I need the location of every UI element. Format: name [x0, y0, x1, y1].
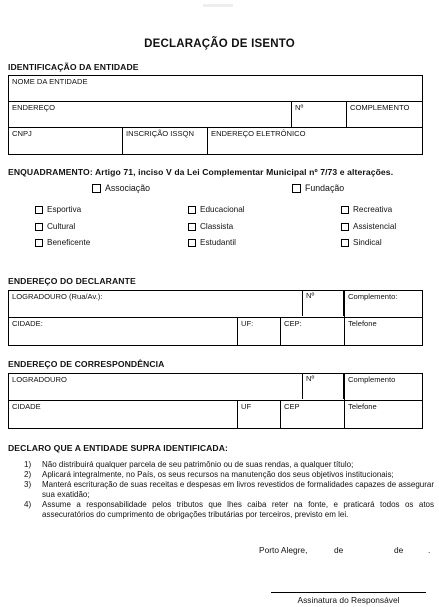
endereco-label: ENDEREÇO — [12, 103, 56, 112]
correspondencia-uf-field[interactable] — [238, 401, 281, 429]
section-heading-correspondencia: ENDEREÇO DE CORRESPONDÊNCIA — [8, 359, 165, 369]
complemento-field[interactable] — [347, 102, 423, 128]
declaro-list — [24, 460, 434, 520]
numero-label: Nº — [295, 103, 304, 112]
item-number: 2) — [24, 470, 32, 479]
declarante-uf-field[interactable] — [238, 318, 281, 346]
checkbox-estudantil[interactable] — [188, 238, 236, 247]
item-text: Assume a responsabilidade pelos tributos que lhes caiba reter na fonte, e praticará todos os atos assecuratórios do cumprimento de obrigações tributárias por terceiros, previsto em lei. — [42, 500, 434, 519]
item-text: Manterá escrituração de suas receitas e despesas em livros revestidos de formalidades capazes de assegurar sua exatidão; — [42, 480, 434, 499]
cep-label: CEP — [284, 402, 300, 411]
checkbox-box[interactable] — [35, 239, 43, 247]
item-number: 3) — [24, 480, 32, 489]
signature-label: Assinatura do Responsável — [297, 595, 400, 605]
checkbox-label: Esportiva — [47, 205, 82, 214]
declarante-complemento-field[interactable] — [345, 291, 423, 318]
section-heading-identificacao: IDENTIFICAÇÃO DA ENTIDADE — [8, 62, 139, 72]
cnpj-field[interactable] — [9, 128, 123, 155]
email-label: ENDEREÇO ELETRÔNICO — [211, 129, 306, 138]
checkbox-assistencial[interactable] — [341, 222, 396, 231]
section-heading-declaro: DECLARO QUE A ENTIDADE SUPRA IDENTIFICADA: — [8, 443, 228, 453]
numero-field[interactable] — [292, 102, 347, 128]
item-number: 4) — [24, 500, 32, 509]
checkbox-associacao[interactable] — [92, 183, 150, 193]
nome-entidade-field[interactable] — [9, 76, 423, 102]
inscricao-label: INSCRIÇÃO ISSQN — [126, 129, 194, 138]
checkbox-fundacao[interactable] — [292, 183, 344, 193]
enquadramento-text: ENQUADRAMENTO: Artigo 71, inciso V da Lei Complementar Municipal nº 7/73 e alterações. — [8, 167, 394, 177]
date-de-2: de — [394, 545, 404, 555]
section-heading-declarante: ENDEREÇO DO DECLARANTE — [8, 276, 136, 286]
checkbox-box[interactable] — [292, 184, 301, 193]
cidade-label: CIDADE: — [12, 319, 43, 328]
checkbox-box[interactable] — [188, 223, 196, 231]
item-text: Aplicará integralmente, no País, os seus recursos na manutenção dos seus objetivos institucionais; — [42, 470, 394, 479]
complemento-label: COMPLEMENTO — [350, 103, 410, 112]
checkbox-label: Educacional — [200, 205, 245, 214]
signature-line[interactable] — [271, 592, 426, 593]
identificacao-table — [8, 75, 423, 155]
checkbox-sindical[interactable] — [341, 238, 382, 247]
complemento-label: Complemento: — [348, 292, 398, 301]
complemento-label: Complemento — [348, 375, 396, 384]
checkbox-label: Estudantil — [200, 238, 236, 247]
checkbox-label: Cultural — [47, 222, 76, 231]
inscricao-field[interactable] — [123, 128, 208, 155]
correspondencia-cidade-field[interactable] — [9, 401, 238, 429]
header-stamp — [203, 4, 233, 7]
checkbox-classista[interactable] — [188, 222, 233, 231]
checkbox-esportiva[interactable] — [35, 205, 81, 214]
logradouro-label: LOGRADOURO — [12, 375, 67, 384]
uf-label: UF: — [241, 319, 254, 328]
correspondencia-logradouro-field[interactable] — [9, 374, 345, 401]
cep-label: CEP: — [284, 319, 302, 328]
date-period: . — [428, 545, 431, 555]
checkbox-label: Assistencial — [353, 222, 397, 231]
correspondencia-numero-field[interactable] — [302, 373, 344, 399]
list-item — [24, 460, 434, 470]
list-item — [24, 500, 434, 520]
correspondencia-telefone-field[interactable] — [345, 401, 423, 429]
correspondencia-table — [8, 373, 423, 429]
declarante-telefone-field[interactable] — [345, 318, 423, 346]
cidade-label: CIDADE — [12, 402, 41, 411]
email-field[interactable] — [208, 128, 423, 155]
checkbox-box[interactable] — [35, 223, 43, 231]
checkbox-educacional[interactable] — [188, 205, 245, 214]
numero-label: Nº — [306, 374, 315, 383]
endereco-field[interactable] — [9, 102, 292, 128]
numero-label: Nº — [306, 291, 315, 300]
declarante-logradouro-field[interactable] — [9, 291, 345, 318]
checkbox-box[interactable] — [188, 206, 196, 214]
list-item — [24, 480, 434, 500]
checkbox-recreativa[interactable] — [341, 205, 392, 214]
checkbox-label: Classista — [200, 222, 234, 231]
cnpj-label: CNPJ — [12, 129, 32, 138]
correspondencia-complemento-field[interactable] — [345, 374, 423, 401]
document-title: DECLARAÇÃO DE ISENTO — [144, 38, 295, 50]
telefone-label: Telefone — [348, 319, 377, 328]
uf-label: UF — [241, 402, 252, 411]
item-number: 1) — [24, 460, 32, 469]
nome-entidade-label: NOME DA ENTIDADE — [12, 77, 88, 86]
logradouro-label: LOGRADOURO (Rua/Av.): — [12, 292, 103, 301]
checkbox-box[interactable] — [341, 206, 349, 214]
telefone-label: Telefone — [348, 402, 377, 411]
checkbox-label: Sindical — [353, 238, 382, 247]
declarante-cep-field[interactable] — [281, 318, 345, 346]
declarante-table — [8, 290, 423, 346]
checkbox-label: Recreativa — [353, 205, 393, 214]
date-de-1: de — [334, 545, 344, 555]
checkbox-label: Beneficente — [47, 238, 91, 247]
checkbox-box[interactable] — [92, 184, 101, 193]
checkbox-box[interactable] — [341, 223, 349, 231]
checkbox-box[interactable] — [341, 239, 349, 247]
declarante-cidade-field[interactable] — [9, 318, 238, 346]
list-item — [24, 470, 434, 480]
checkbox-box[interactable] — [35, 206, 43, 214]
checkbox-label: Fundação — [305, 183, 345, 193]
declarante-numero-field[interactable] — [302, 290, 344, 316]
checkbox-label: Associação — [105, 183, 150, 193]
item-text: Não distribuirá qualquer parcela de seu patrimônio ou de suas rendas, a qualquer título; — [42, 460, 354, 469]
checkbox-cultural[interactable] — [35, 222, 75, 231]
checkbox-box[interactable] — [188, 239, 196, 247]
correspondencia-cep-field[interactable] — [281, 401, 345, 429]
checkbox-beneficente[interactable] — [35, 238, 90, 247]
place-city: Porto Alegre, — [259, 545, 308, 555]
